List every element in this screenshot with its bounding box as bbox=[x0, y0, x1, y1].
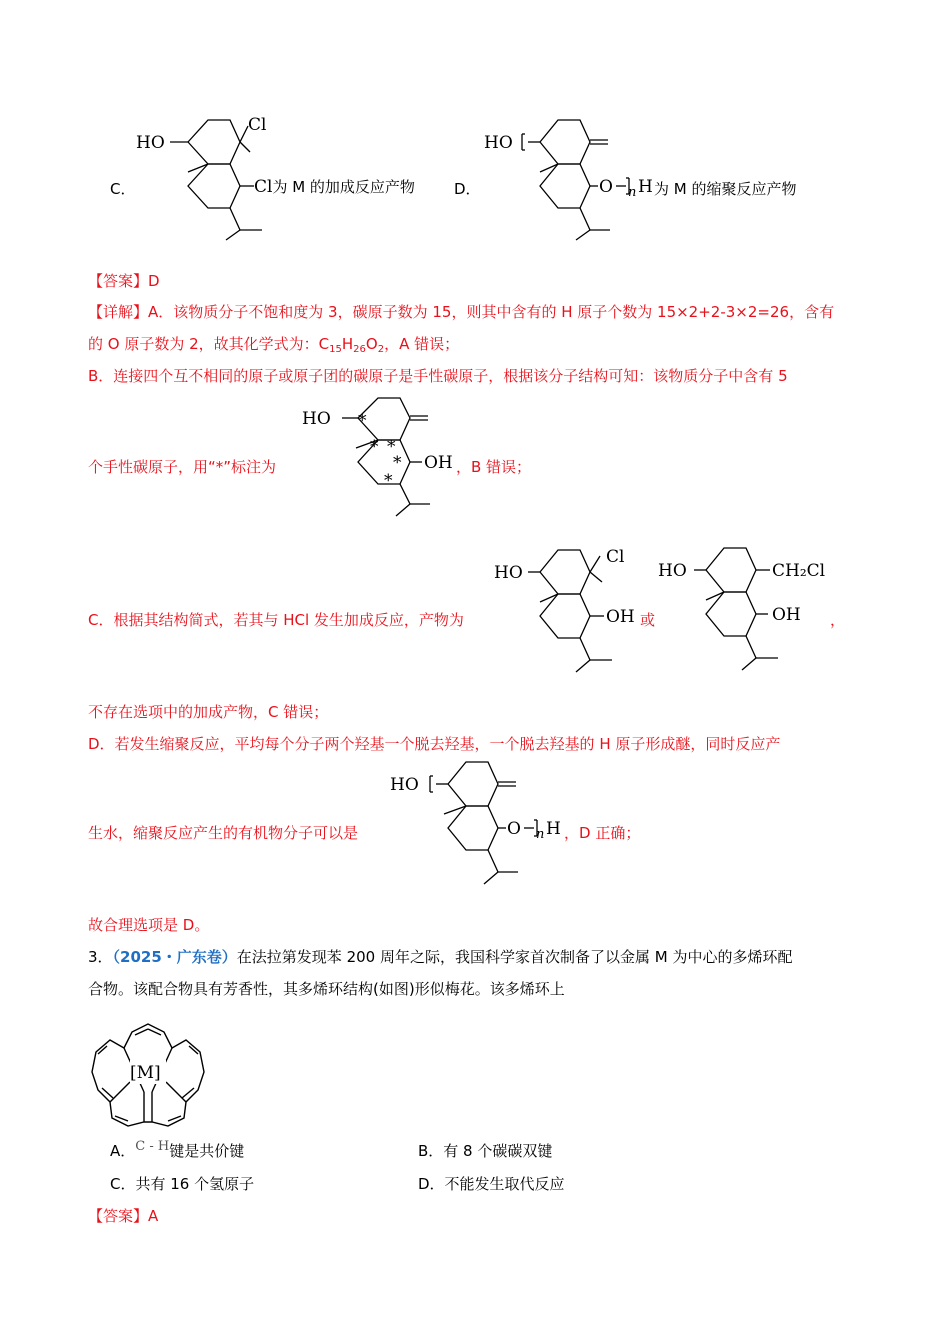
star-1: * bbox=[358, 411, 367, 431]
q3-option-b: B．有 8 个碳碳双键 bbox=[418, 1142, 553, 1160]
detail-a-line1: A．该物质分子不饱和度为 3，碳原子数为 15，则其中含有的 H 原子个数为 15×2+2-3×2=26，含有 bbox=[148, 303, 835, 321]
p2-ho: HO bbox=[658, 561, 687, 581]
c-cl-right: Cl bbox=[254, 177, 273, 197]
detail-c-line2: 不存在选项中的加成产物，C 错误； bbox=[88, 703, 329, 721]
poly-h: H bbox=[546, 819, 561, 839]
q3-option-a-text: 键是共价键 bbox=[169, 1142, 245, 1160]
p1-ho: HO bbox=[494, 563, 523, 583]
detail-d-line2-pre: 生水，缩聚反应产生的有机物分子可以是 bbox=[88, 824, 359, 842]
chiral-ho: HO bbox=[302, 409, 331, 429]
detail-prefix: 【详解】 bbox=[88, 303, 149, 321]
poly-n: n bbox=[536, 827, 545, 842]
detail-c-or: 或 bbox=[640, 611, 656, 629]
formula: $C_{15}H_{26}O_2$ bbox=[318, 335, 385, 355]
detail-a-line2-post: ，A 错误； bbox=[384, 335, 460, 353]
chiral-oh: OH bbox=[424, 453, 453, 473]
c-ho: HO bbox=[136, 133, 165, 153]
detail-d-line1: D．若发生缩聚反应，平均每个分子两个羟基一个脱去羟基，一个脱去羟基的 H 原子形成醚，同时反应产 bbox=[88, 735, 781, 753]
q3-option-d: D．不能发生取代反应 bbox=[418, 1175, 565, 1193]
q3-line2: 合物。该配合物具有芳香性，其多烯环结构(如图)形似梅花。该多烯环上 bbox=[88, 980, 565, 998]
star-3: * bbox=[387, 437, 396, 457]
d-h: H bbox=[638, 177, 653, 197]
p2-oh: OH bbox=[772, 605, 801, 625]
q3-source: （2025・广东卷） bbox=[112, 948, 237, 966]
p1-oh: OH bbox=[606, 607, 635, 627]
option-c-text: 为 M 的加成反应产物 bbox=[272, 178, 415, 196]
addition-product-1 bbox=[494, 542, 654, 682]
star-5: * bbox=[384, 471, 393, 491]
detail-b-line2-pre: 个手性碳原子，用“*”标注为 bbox=[88, 458, 277, 476]
addition-product-2 bbox=[658, 542, 838, 682]
q3-answer: 【答案】A bbox=[88, 1207, 159, 1225]
q3-option-c: C．共有 16 个氢原子 bbox=[110, 1175, 255, 1193]
option-d-label: D． bbox=[454, 180, 481, 198]
answer-1: 【答案】D bbox=[88, 272, 160, 290]
q3-option-a-label: A． bbox=[110, 1142, 136, 1160]
d-o: O bbox=[599, 177, 613, 197]
detail-d-line2-post: ，D 正确； bbox=[564, 824, 641, 842]
d-n: n bbox=[628, 185, 637, 200]
metal-m-label: [M] bbox=[130, 1063, 161, 1083]
option-d-text: 为 M 的缩聚反应产物 bbox=[654, 180, 797, 198]
detail-c-comma: ， bbox=[830, 611, 846, 629]
poly-ho: HO bbox=[390, 775, 419, 795]
star-2: * bbox=[370, 437, 379, 457]
detail-conclusion: 故合理选项是 D。 bbox=[88, 916, 210, 934]
ch-bond-label: C - H bbox=[135, 1139, 170, 1154]
star-4: * bbox=[393, 453, 402, 473]
chiral-structure bbox=[300, 396, 470, 531]
detail-b-line2-post: ，B 错误； bbox=[456, 458, 532, 476]
option-c-label: C． bbox=[110, 180, 136, 198]
d-ho: HO bbox=[484, 133, 513, 153]
c-cl-top: Cl bbox=[248, 115, 267, 135]
detail-a-line2-pre: 的 O 原子数为 2，故其化学式为： bbox=[88, 335, 319, 353]
poly-o: O bbox=[507, 819, 521, 839]
detail-b-line1: B．连接四个互不相同的原子或原子团的碳原子是手性碳原子，根据该分子结构可知：该物质分子中含有 5 bbox=[88, 367, 788, 385]
polyene-ring-structure bbox=[86, 1018, 210, 1128]
q3-line1: 在法拉第发现苯 200 周年之际，我国科学家首次制备了以金属 M 为中心的多烯环配 bbox=[236, 948, 793, 966]
q3-number: 3． bbox=[88, 948, 113, 966]
option-d-structure bbox=[480, 112, 670, 247]
polycondensation-structure bbox=[388, 760, 578, 895]
detail-c-line1-pre: C．根据其结构简式，若其与 HCl 发生加成反应，产物为 bbox=[88, 611, 464, 629]
p2-ch2cl: CH₂Cl bbox=[772, 561, 826, 581]
p1-cl: Cl bbox=[606, 547, 625, 567]
